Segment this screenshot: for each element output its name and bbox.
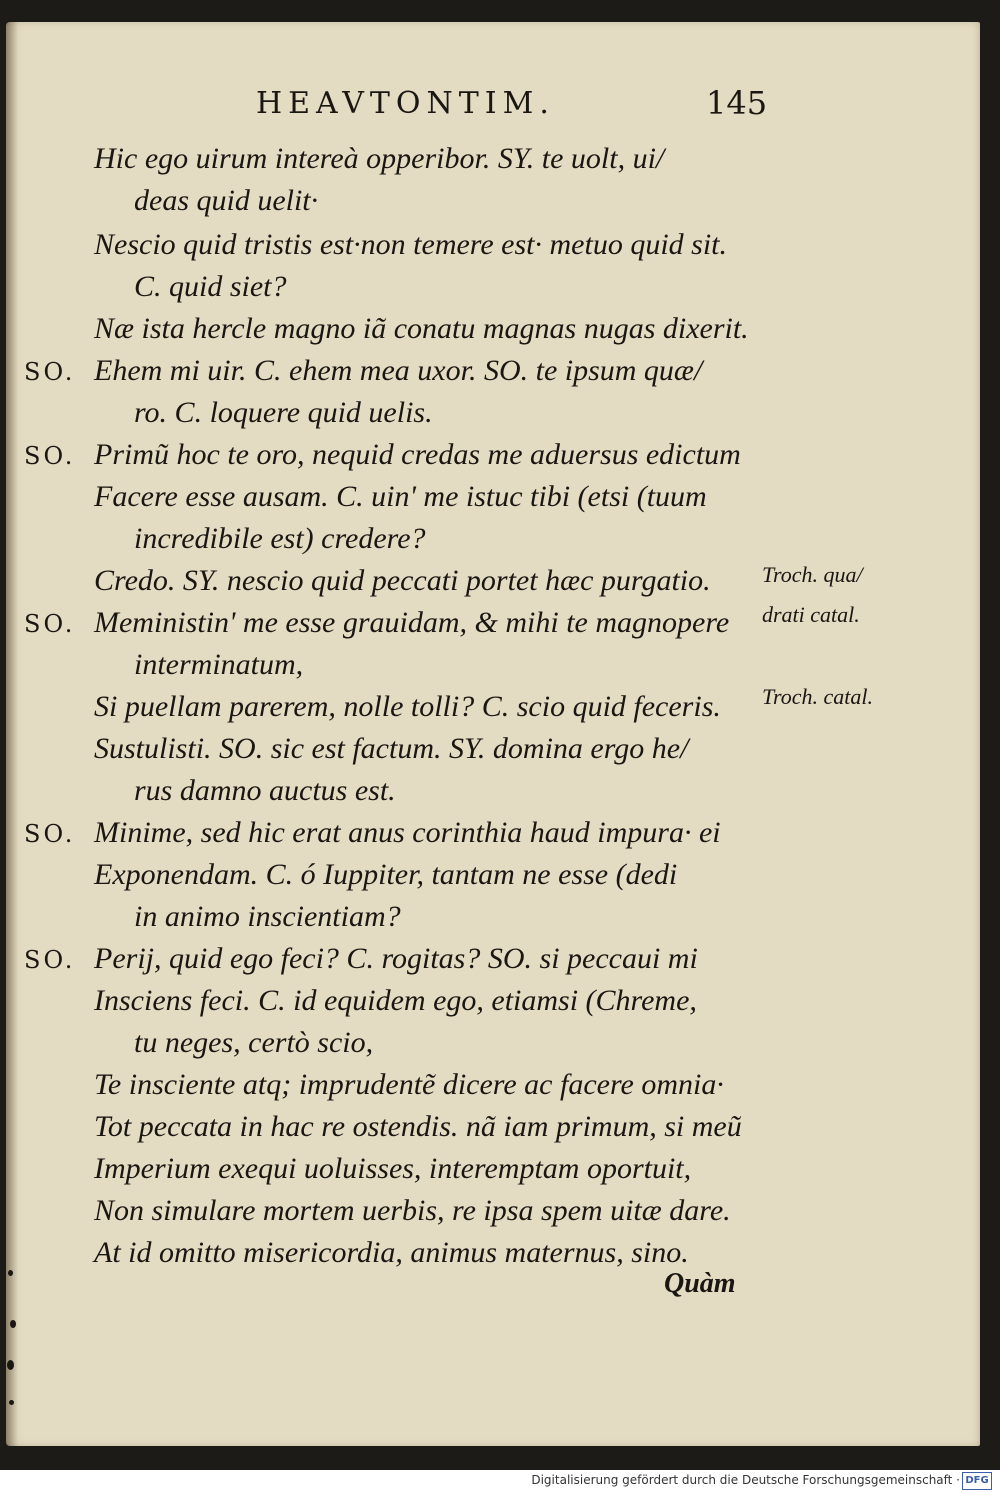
text-line: At id omitto misericordia, animus maternus, sino. bbox=[94, 1236, 689, 1269]
text-line: Hic ego uirum intereà opperibor. SY. te uolt, ui/ bbox=[94, 142, 665, 175]
margin-note: Troch. qua/ bbox=[762, 562, 863, 587]
text-line: Perij, quid ego feci? C. rogitas? SO. si peccaui mi bbox=[94, 942, 698, 975]
catchword: Quàm bbox=[664, 1268, 736, 1299]
margin-note: Troch. catal. bbox=[762, 684, 874, 709]
speaker-label: SO. bbox=[24, 946, 76, 974]
text-line: Non simulare mortem uerbis, re ipsa spem uitæ dare. bbox=[94, 1194, 731, 1227]
text-line: ro. C. loquere quid uelis. bbox=[134, 396, 433, 429]
text-line: Exponendam. C. ó Iuppiter, tantam ne esse (dedi bbox=[94, 858, 678, 891]
dfg-logo: DFG bbox=[962, 1472, 992, 1490]
text-line: Minime, sed hic erat anus corinthia haud impura· ei bbox=[94, 816, 721, 849]
text-line: Primũ hoc te oro, nequid credas me aduersus edictum bbox=[94, 438, 741, 471]
page-number: 145 bbox=[706, 84, 768, 122]
speaker-label: SO. bbox=[24, 820, 76, 848]
text-line: C. quid siet? bbox=[134, 270, 287, 303]
running-head: HEAVTONTIM. bbox=[256, 86, 555, 121]
text-line: Imperium exequi uoluisses, interemptam oportuit, bbox=[94, 1152, 692, 1185]
text-line: Facere esse ausam. C. uin' me istuc tibi (etsi (tuum bbox=[94, 480, 707, 513]
speaker-label: SO. bbox=[24, 358, 76, 386]
text-line: incredibile est) credere? bbox=[134, 522, 426, 555]
text-line: rus damno auctus est. bbox=[134, 774, 396, 807]
text-line: Si puellam parerem, nolle tolli? C. scio quid feceris. bbox=[94, 690, 721, 723]
text-line: in animo inscientiam? bbox=[134, 900, 401, 933]
margin-note: drati catal. bbox=[762, 602, 860, 627]
text-line: Credo. SY. nescio quid peccati portet hæc purgatio. bbox=[94, 564, 711, 597]
text-line: Meministin' me esse grauidam, & mihi te magnopere bbox=[94, 606, 730, 639]
speaker-label: SO. bbox=[24, 610, 76, 638]
text-line: Tot peccata in hac re ostendis. nã iam primum, si meũ bbox=[94, 1110, 742, 1143]
text-line: Insciens feci. C. id equidem ego, etiamsi (Chreme, bbox=[94, 984, 697, 1017]
text-line: deas quid uelit· bbox=[134, 184, 319, 217]
text-line: interminatum, bbox=[134, 648, 304, 681]
text-line: Nescio quid tristis est·non temere est· metuo quid sit. bbox=[94, 228, 728, 261]
text-line: Ehem mi uir. C. ehem mea uxor. SO. te ipsum quæ/ bbox=[94, 354, 703, 387]
ink-specks bbox=[6, 1230, 22, 1430]
text-line: Te insciente atq; imprudentẽ dicere ac facere omnia· bbox=[94, 1068, 724, 1101]
footer-bar bbox=[0, 1470, 1000, 1492]
text-line: Sustulisti. SO. sic est factum. SY. domina ergo he/ bbox=[94, 732, 689, 765]
text-line: Næ ista hercle magno iã conatu magnas nugas dixerit. bbox=[94, 312, 749, 345]
speaker-label: SO. bbox=[24, 442, 76, 470]
funding-credit: Digitalisierung gefördert durch die Deutsche Forschungsgemeinschaft · bbox=[531, 1473, 960, 1487]
text-line: tu neges, certò scio, bbox=[134, 1026, 374, 1059]
